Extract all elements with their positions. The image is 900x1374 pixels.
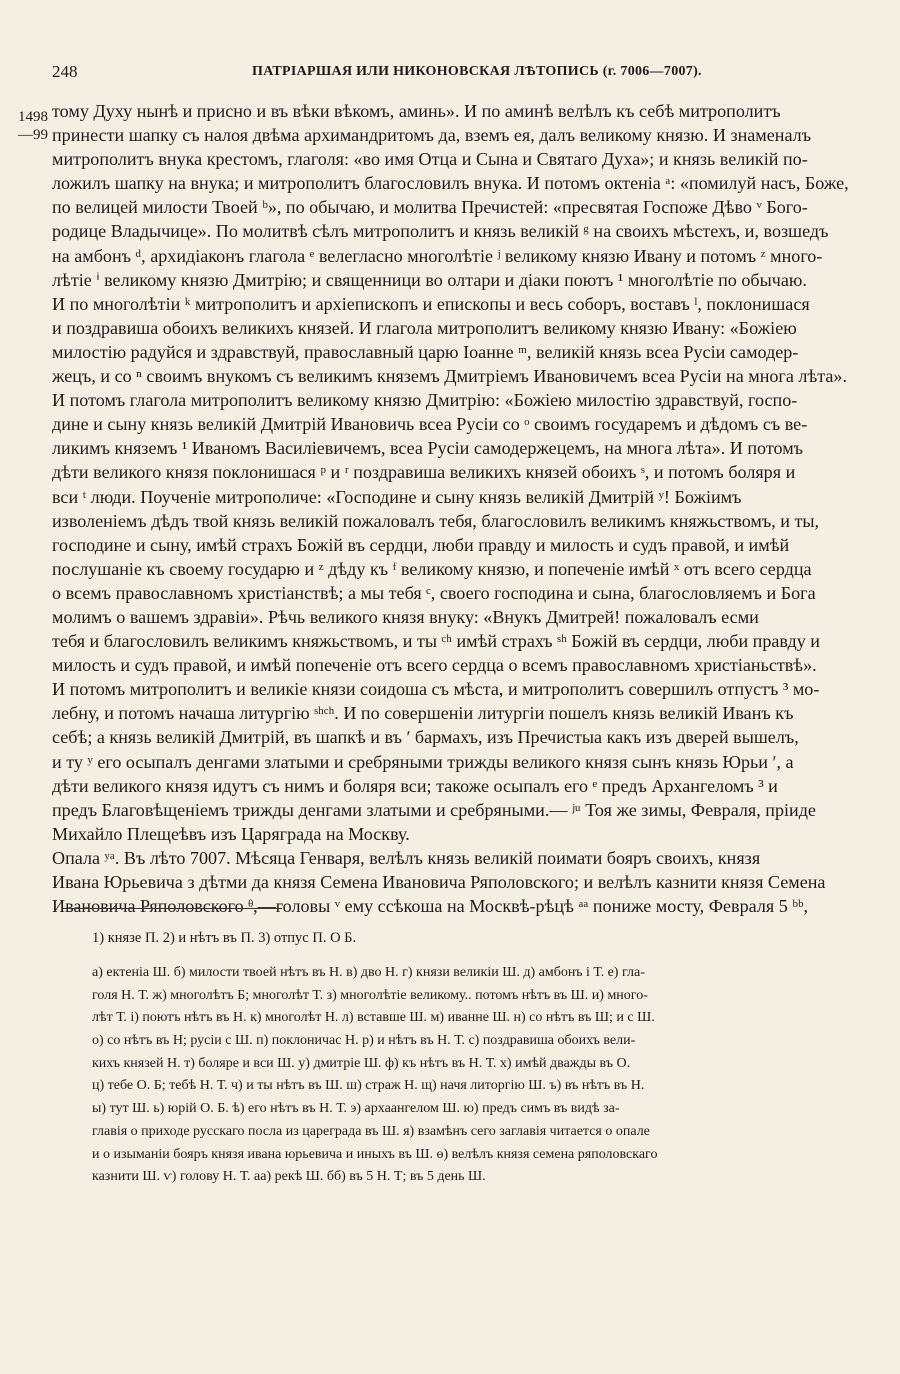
margin-year-top: 1498 xyxy=(18,109,48,125)
body-text-line: принести шапку съ налоя двѣма архимандритомъ да, вземъ ея, далъ великому князю. И знаменалъ xyxy=(52,125,812,146)
body-text-line: Ивановича Ряполовского ᶿ,—головы ᵛ ему ссѣкоша на Москвѣ-рѣцѣ ᵃᵃ пониже мосту, Февраля 5 ᵇᵇ, xyxy=(52,896,808,917)
main-text xyxy=(52,99,878,918)
footnote-line: казнити Ш. ѵ) голову Н. Т. аа) рекѣ Ш. бб) въ 5 Н. Т; въ 5 день Ш. xyxy=(92,1169,486,1185)
body-text-line: дѣти великого князя идутъ съ нимъ и боляря вси; такоже осыпалъ его ᵉ предъ Архангеломъ ³ и xyxy=(52,775,778,796)
body-text-line: лѣтіе ⁱ великому князю Дмитрію; и священници во олтари и діаки поютъ ¹ многолѣтіе по обычаю. xyxy=(52,269,807,290)
body-text-line: ложилъ шапку на внука; и митрополитъ благословилъ внука. И потомъ октенiа ᵃ: «помилуй насъ, Боже, xyxy=(52,173,849,194)
body-text-line: дине и сыну князь великій Дмитрій Ивановичь всеа Русіи со ᵒ своимъ государемъ и дѣдомъ съ ве- xyxy=(52,414,808,435)
footnotes-lettered xyxy=(92,962,884,1189)
running-title: ПАТРІАРШАЯ ИЛИ НИКОНОВСКАЯ ЛѢТОПИСЬ (г. 7006—7007). xyxy=(252,64,702,79)
body-text-line: вси ᵗ люди. Поученіе митрополиче: «Господине и сыну князь великій Дмитрій ʸ! Божіимъ xyxy=(52,486,742,507)
footnotes-numbered: 1) князе П. 2) и нѣтъ въ П. 3) отпус П. О Б. xyxy=(92,930,357,946)
body-text-line: Михайло Плещеѣвъ изъ Царяграда на Москву. xyxy=(52,823,410,844)
footnote-line: кихъ князей Н. т) боляре и вси Ш. у) дмитріе Ш. ф) къ нѣтъ въ Н. Т. х) имѣй дважды въ О. xyxy=(92,1055,631,1071)
body-text-line: милостію радуйся и здравствуй, православный царю Іоанне ᵐ, великій князь всеа Русіи самодер- xyxy=(52,341,799,362)
footnote-divider xyxy=(62,908,282,909)
body-text-line: себѣ; а князь великій Дмитрій, въ шапкѣ и въ ʹ бармахъ, изъ Пречистыа какъ изъ дверей вышелъ, xyxy=(52,727,799,748)
footnote-line: главія о приходе русскаго посла из цареграда въ Ш. я) взамѣнъ сего заглавія читается о опале xyxy=(92,1123,650,1139)
margin-year-bottom: —99 xyxy=(18,127,48,143)
body-text-line: митрополитъ внука крестомъ, глаголя: «во имя Отца и Сына и Святаго Духа»; и князь великій по- xyxy=(52,149,808,170)
body-text-line: на амбонъ ᵈ, архидіаконъ глагола ᵉ велегласно многолѣтіе ʲ великому князю Ивану и потомъ ᶻ много- xyxy=(52,245,823,266)
body-text-line: предъ Благовѣщеніемъ трижды денгами златыми и сребряными.— ʲᵘ Тоя же зимы, Февраля, пріиде xyxy=(52,799,816,820)
footnote-line: лѣт Т. і) поютъ нѣтъ въ Н. к) многолѣт Н. л) вставше Ш. м) иванне Ш. н) со нѣтъ въ Ш; и с Ш. xyxy=(92,1010,655,1026)
footnote-line: ы) тут Ш. ь) юрій О. Б. ѣ) его нѣтъ въ Н. Т. э) архаангелом Ш. ю) предъ симъ въ видѣ за- xyxy=(92,1101,620,1117)
body-text-line: и поздравиша обоихъ великихъ князей. И глагола митрополитъ великому князю Ивану: «Божіею xyxy=(52,317,797,338)
body-text-line: ликимъ княземъ ¹ Иваномъ Василіевичемъ, всеа Русіи самодержецемъ, на многа лѣта». И потомъ xyxy=(52,438,804,459)
body-text-line: жецъ, и со ⁿ своимъ внукомъ съ великимъ княземъ Дмитріемъ Ивановичемъ всеа Русіи на многа лѣта». xyxy=(52,366,847,387)
body-text-line: И по многолѣтіи ᵏ митрополитъ и архіепископъ и епископы и весь соборъ, воставъ ˡ, поклонишася xyxy=(52,293,810,314)
body-text-line: тому Духу нынѣ и присно и въ вѣки вѣкомъ, аминь». И по аминѣ велѣлъ къ себѣ митрополитъ xyxy=(52,101,781,121)
margin-year-note xyxy=(18,108,48,144)
body-text-line: родице Владычице». По молитвѣ сѣлъ митрополитъ и князь великій ᵍ на своихъ мѣстехъ, и, возшедъ xyxy=(52,221,829,242)
body-text-line: молимъ о вашемъ здравіи». Рѣчь великого князя внуку: «Внукъ Дмитрей! пожаловалъ есми xyxy=(52,606,759,627)
body-text-line: послушаніе къ своему государю и ᶻ дѣду къ ᶠ великому князю, и попеченіе имѣй ˣ отъ всего сердца xyxy=(52,558,812,579)
body-text-line: Опала ʸᵃ. Въ лѣто 7007. Мѣсяца Генваря, велѣлъ князь великій поимати бояръ своихъ, князя xyxy=(52,847,761,868)
footnote-line: ц) тебе О. Б; тебѣ Н. Т. ч) и ты нѣтъ въ Ш. ш) страж Н. щ) начя литоргію Ш. ъ) въ нѣтъ въ Н. xyxy=(92,1078,645,1094)
body-text-line: милость и судъ правой, и имѣй попеченіе отъ всего сердца о всемъ православномъ христіаньствѣ». xyxy=(52,655,817,676)
page-number: 248 xyxy=(52,62,78,81)
body-text-line: господине и сыну, имѣй страхъ Божій въ сердци, люби правду и милость и судъ правой, и имѣй xyxy=(52,534,790,555)
body-text-line: Ивана Юрьевича з дѣтми да князя Семена Ивановича Ряполовского; и велѣлъ казнити князя Семена xyxy=(52,872,826,892)
body-text-line: и ту ʸ его осыпалъ денгами златыми и сребряными трижды великого князя сынъ князь Юрьи ʹ, а xyxy=(52,751,794,772)
footnote-line: а) ектенiа Ш. б) милости твоей нѣтъ въ Н. в) дво Н. г) князи великiи Ш. д) амбонъ і Т. е) гла- xyxy=(92,965,645,980)
body-text-line: изволеніемъ дѣдъ твой князь великій пожаловалъ тебя, благословилъ великимъ княжьствомъ, и ты, xyxy=(52,510,820,531)
body-text-line: И потомъ митрополитъ и великіе князи соидоша съ мѣста, и митрополитъ совершилъ отпустъ ³ мо- xyxy=(52,679,820,700)
body-text-line: И потомъ глагола митрополитъ великому князю Дмитрію: «Божіею милостію здравствуй, госпо- xyxy=(52,390,798,411)
footnote-line: и о изыманіи бояръ князя ивана юрьевича и иныхъ въ Ш. ѳ) велѣлъ князя семена ряполовскаго xyxy=(92,1146,658,1162)
body-text-line: дѣти великого князя поклонишася ᵖ и ʳ поздравиша великихъ князей обоихъ ˢ, и потомъ боляря и xyxy=(52,462,796,483)
body-text-line: тебя и благословилъ великимъ княжьствомъ, и ты ᶜʰ имѣй страхъ ˢʰ Божій въ сердци, люби правду и xyxy=(52,631,820,652)
body-text-line: лебну, и потомъ начаша литургію ˢʰᶜʰ. И по совершеніи литургіи пошелъ князь великій Иванъ къ xyxy=(52,703,794,724)
footnote-line: голя Н. Т. ж) многолѣтъ Б; многолѣт Т. з) многолѣтіе великому.. потомъ нѣтъ въ Ш. и) много- xyxy=(92,987,648,1003)
body-text-line: по велицей милости Твоей ᵇ», по обычаю, и молитва Пречистей: «пресвятая Госпоже Дѣво ᵛ Бого- xyxy=(52,197,808,218)
footnote-line: о) со нѣтъ въ Н; русіи с Ш. п) поклоничас Н. р) и нѣтъ въ Н. Т. с) поздравиша обоихъ вели- xyxy=(92,1033,636,1049)
page-header xyxy=(52,62,882,86)
body-text-line: о всемъ православномъ христіанствѣ; а мы тебя ᶜ, своего господина и сына, благословляемъ и Бога xyxy=(52,582,816,603)
